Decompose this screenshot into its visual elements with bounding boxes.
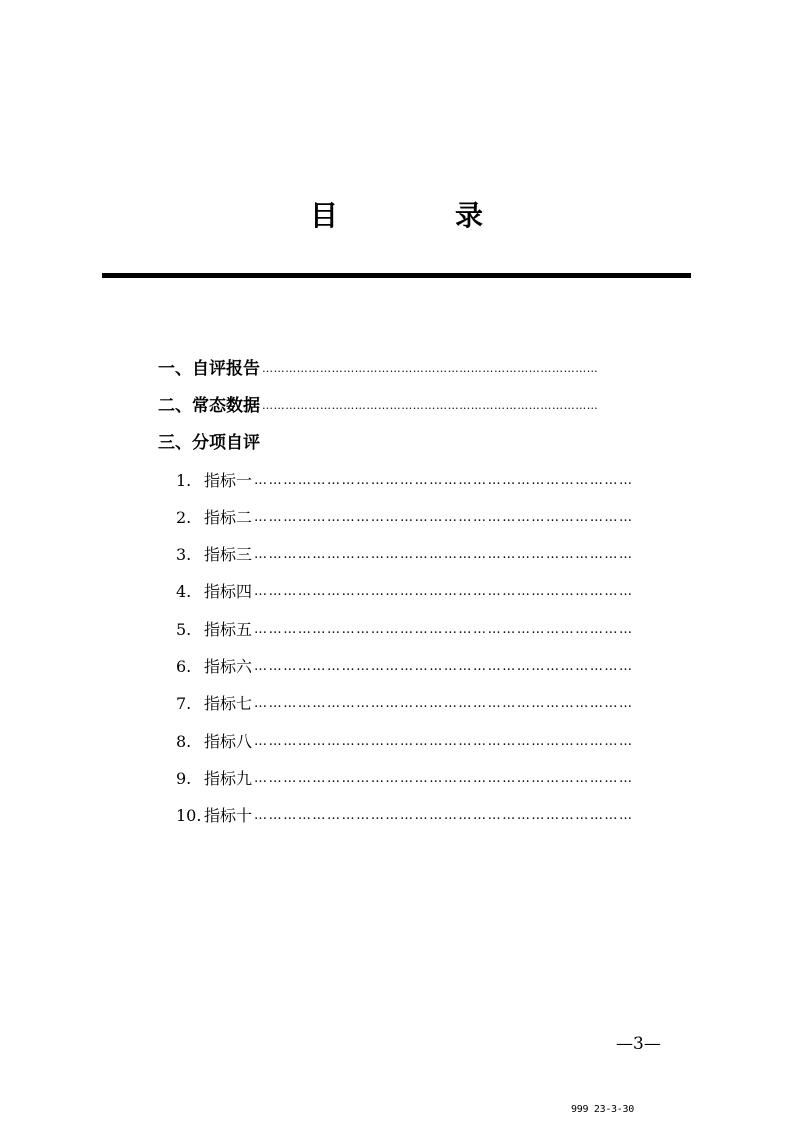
toc-leader-dots: …………………………………………………………………………… [262,362,599,375]
toc-leader-dots: …………………………………………………………………… [254,547,634,562]
toc-leader-dots: …………………………………………………………………… [254,622,634,637]
toc-item-2[interactable] [176,503,650,533]
toc-leader-dots: …………………………………………………………………… [254,473,634,488]
toc-item-label: 指标八 [204,732,253,751]
toc-item-label: 指标四 [204,582,253,601]
toc-item-6[interactable] [176,652,650,682]
toc-item-number: 10. [176,806,202,825]
toc-item-label: 指标七 [204,694,253,713]
toc-item-number: 3. [176,545,192,564]
print-stamp: 999 23-3-30 [571,1104,634,1115]
toc-section-label: 二、常态数据 [158,396,260,416]
toc-item-8[interactable] [176,727,650,757]
toc-item-label: 指标六 [204,657,253,676]
toc-item-9[interactable] [176,764,650,794]
toc-section-3[interactable] [158,428,654,458]
toc-item-1[interactable] [176,466,650,496]
toc-item-4[interactable] [176,577,650,607]
toc-section-label: 三、分项自评 [158,433,260,453]
page-number: —3— [616,1034,661,1054]
toc-item-label: 指标五 [204,620,253,639]
toc-item-number: 7. [176,694,192,713]
toc-section-label: 一、自评报告 [158,359,260,379]
toc-item-label: 指标十 [204,806,253,825]
toc-leader-dots: …………………………………………………………………… [254,771,634,786]
toc-leader-dots: …………………………………………………………………… [254,808,634,823]
toc-item-number: 1. [176,471,192,490]
toc-leader-dots: …………………………………………………………………………… [262,399,599,412]
toc-item-label: 指标九 [204,769,253,788]
toc-item-number: 4. [176,582,192,601]
toc-item-label: 指标三 [204,545,253,564]
toc-section-1[interactable] [158,354,654,384]
toc-leader-dots: …………………………………………………………………… [254,696,634,711]
toc-item-label: 指标一 [204,471,253,490]
toc-item-10[interactable] [176,801,650,831]
title-char-2: 录 [455,199,484,232]
toc-item-number: 2. [176,508,192,527]
toc-section-2[interactable] [158,391,654,421]
toc-item-number: 9. [176,769,192,788]
title-char-1: 目 [310,199,339,232]
toc-item-5[interactable] [176,615,650,645]
toc-leader-dots: …………………………………………………………………… [254,734,634,749]
toc-item-3[interactable] [176,540,650,570]
toc-item-number: 8. [176,732,192,751]
toc-leader-dots: …………………………………………………………………… [254,659,634,674]
toc-item-label: 指标二 [204,508,253,527]
toc-leader-dots: …………………………………………………………………… [254,510,634,525]
toc-leader-dots: …………………………………………………………………… [254,584,634,599]
toc-item-7[interactable] [176,689,650,719]
toc-item-number: 6. [176,657,192,676]
toc-item-number: 5. [176,620,192,639]
